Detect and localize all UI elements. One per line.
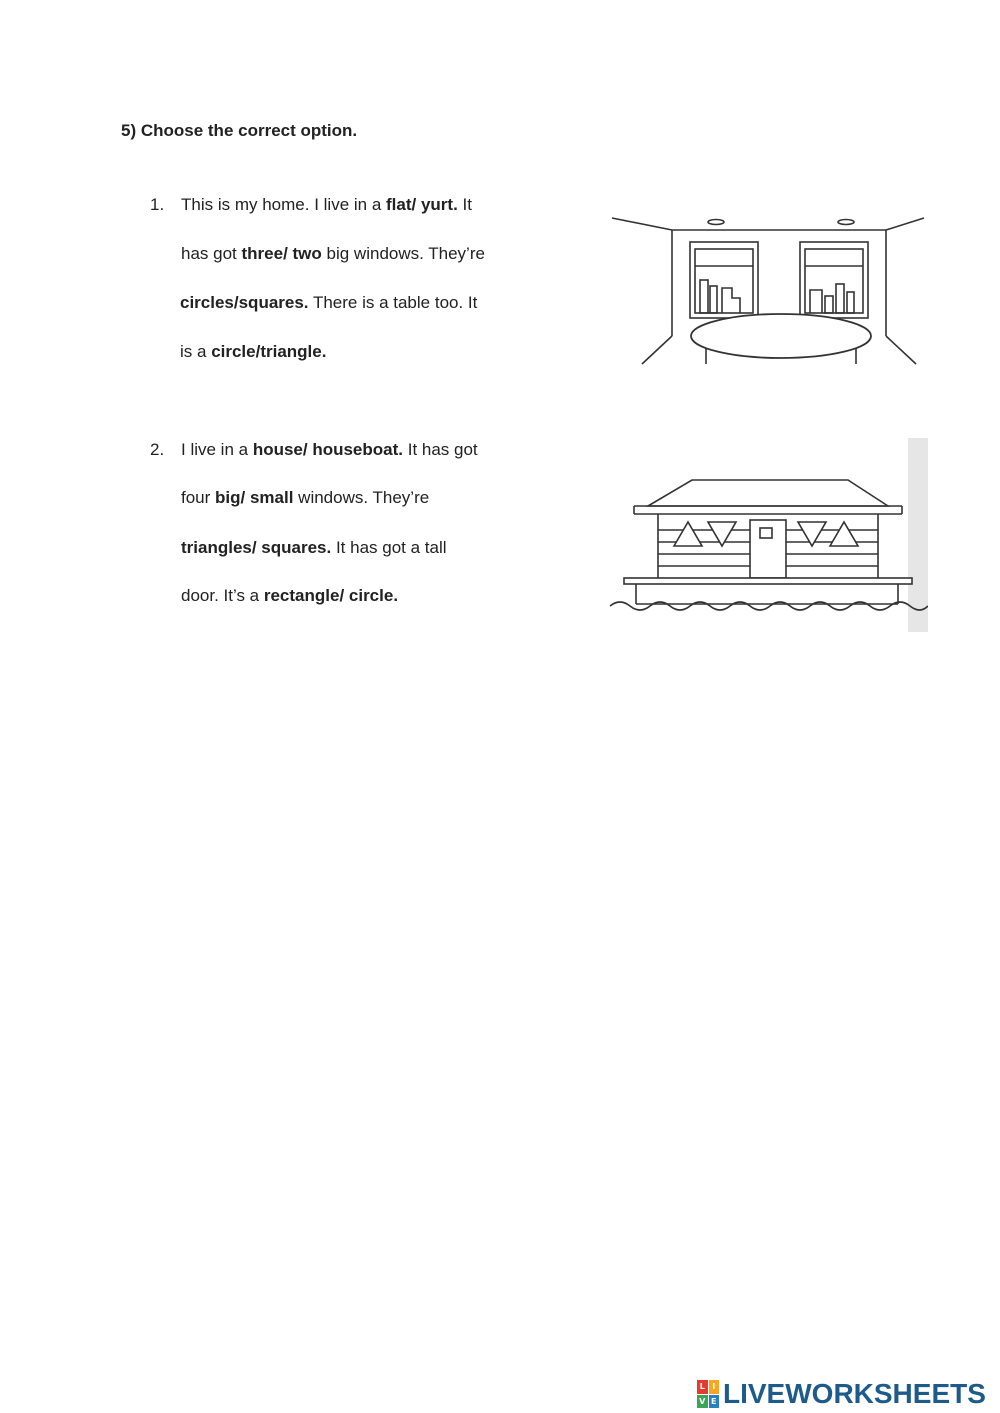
sentence-text: I live in a xyxy=(181,440,253,459)
question-1-line-1 xyxy=(181,195,472,215)
sentence-text: has got xyxy=(181,244,242,263)
sentence-text: windows. They’re xyxy=(293,488,430,507)
answer-option: big/ small xyxy=(215,488,294,507)
logo-letter: L xyxy=(697,1380,708,1394)
question-2-line-4 xyxy=(181,586,398,606)
logo-letter: E xyxy=(709,1395,720,1409)
logo-letter: V xyxy=(697,1395,708,1409)
answer-option: flat/ yurt. xyxy=(386,195,458,214)
sentence-text: big windows. They’re xyxy=(321,244,485,263)
question-number: 2. xyxy=(150,440,165,459)
answer-option: house/ houseboat. xyxy=(252,440,403,459)
question-2-line-2 xyxy=(181,488,429,508)
sentence-text: There is a table too. It xyxy=(308,293,478,312)
room-illustration xyxy=(610,186,926,366)
worksheet-heading: 5) Choose the correct option. xyxy=(121,121,358,140)
houseboat-illustration xyxy=(608,438,928,632)
question-1-line-3 xyxy=(180,293,477,313)
answer-option: triangles/ squares. xyxy=(181,538,332,557)
sentence-text: This is my home. I live in a xyxy=(181,195,387,214)
answer-option: rectangle/ circle. xyxy=(263,586,399,605)
sentence-text: door. It’s a xyxy=(181,586,264,605)
sentence-text: four xyxy=(181,488,216,507)
sentence-text: is a xyxy=(180,342,212,361)
liveworksheets-logo xyxy=(697,1378,986,1410)
liveworksheets-logo-icon xyxy=(697,1380,719,1408)
liveworksheets-brand: LIVEWORKSHEETS xyxy=(723,1378,986,1409)
question-1-line-2 xyxy=(181,244,485,264)
question-2-line-1 xyxy=(181,440,478,460)
logo-letter: I xyxy=(709,1380,720,1394)
answer-option: circles/squares. xyxy=(180,293,309,312)
answer-option: three/ two xyxy=(241,244,322,263)
sentence-text: It xyxy=(457,195,472,214)
question-1-line-4 xyxy=(180,342,326,362)
question-2-line-3 xyxy=(181,538,447,558)
question-number: 1. xyxy=(150,195,165,214)
sentence-text: It has got a tall xyxy=(331,538,447,557)
sentence-text: It has got xyxy=(403,440,478,459)
answer-option: circle/triangle. xyxy=(211,342,327,361)
